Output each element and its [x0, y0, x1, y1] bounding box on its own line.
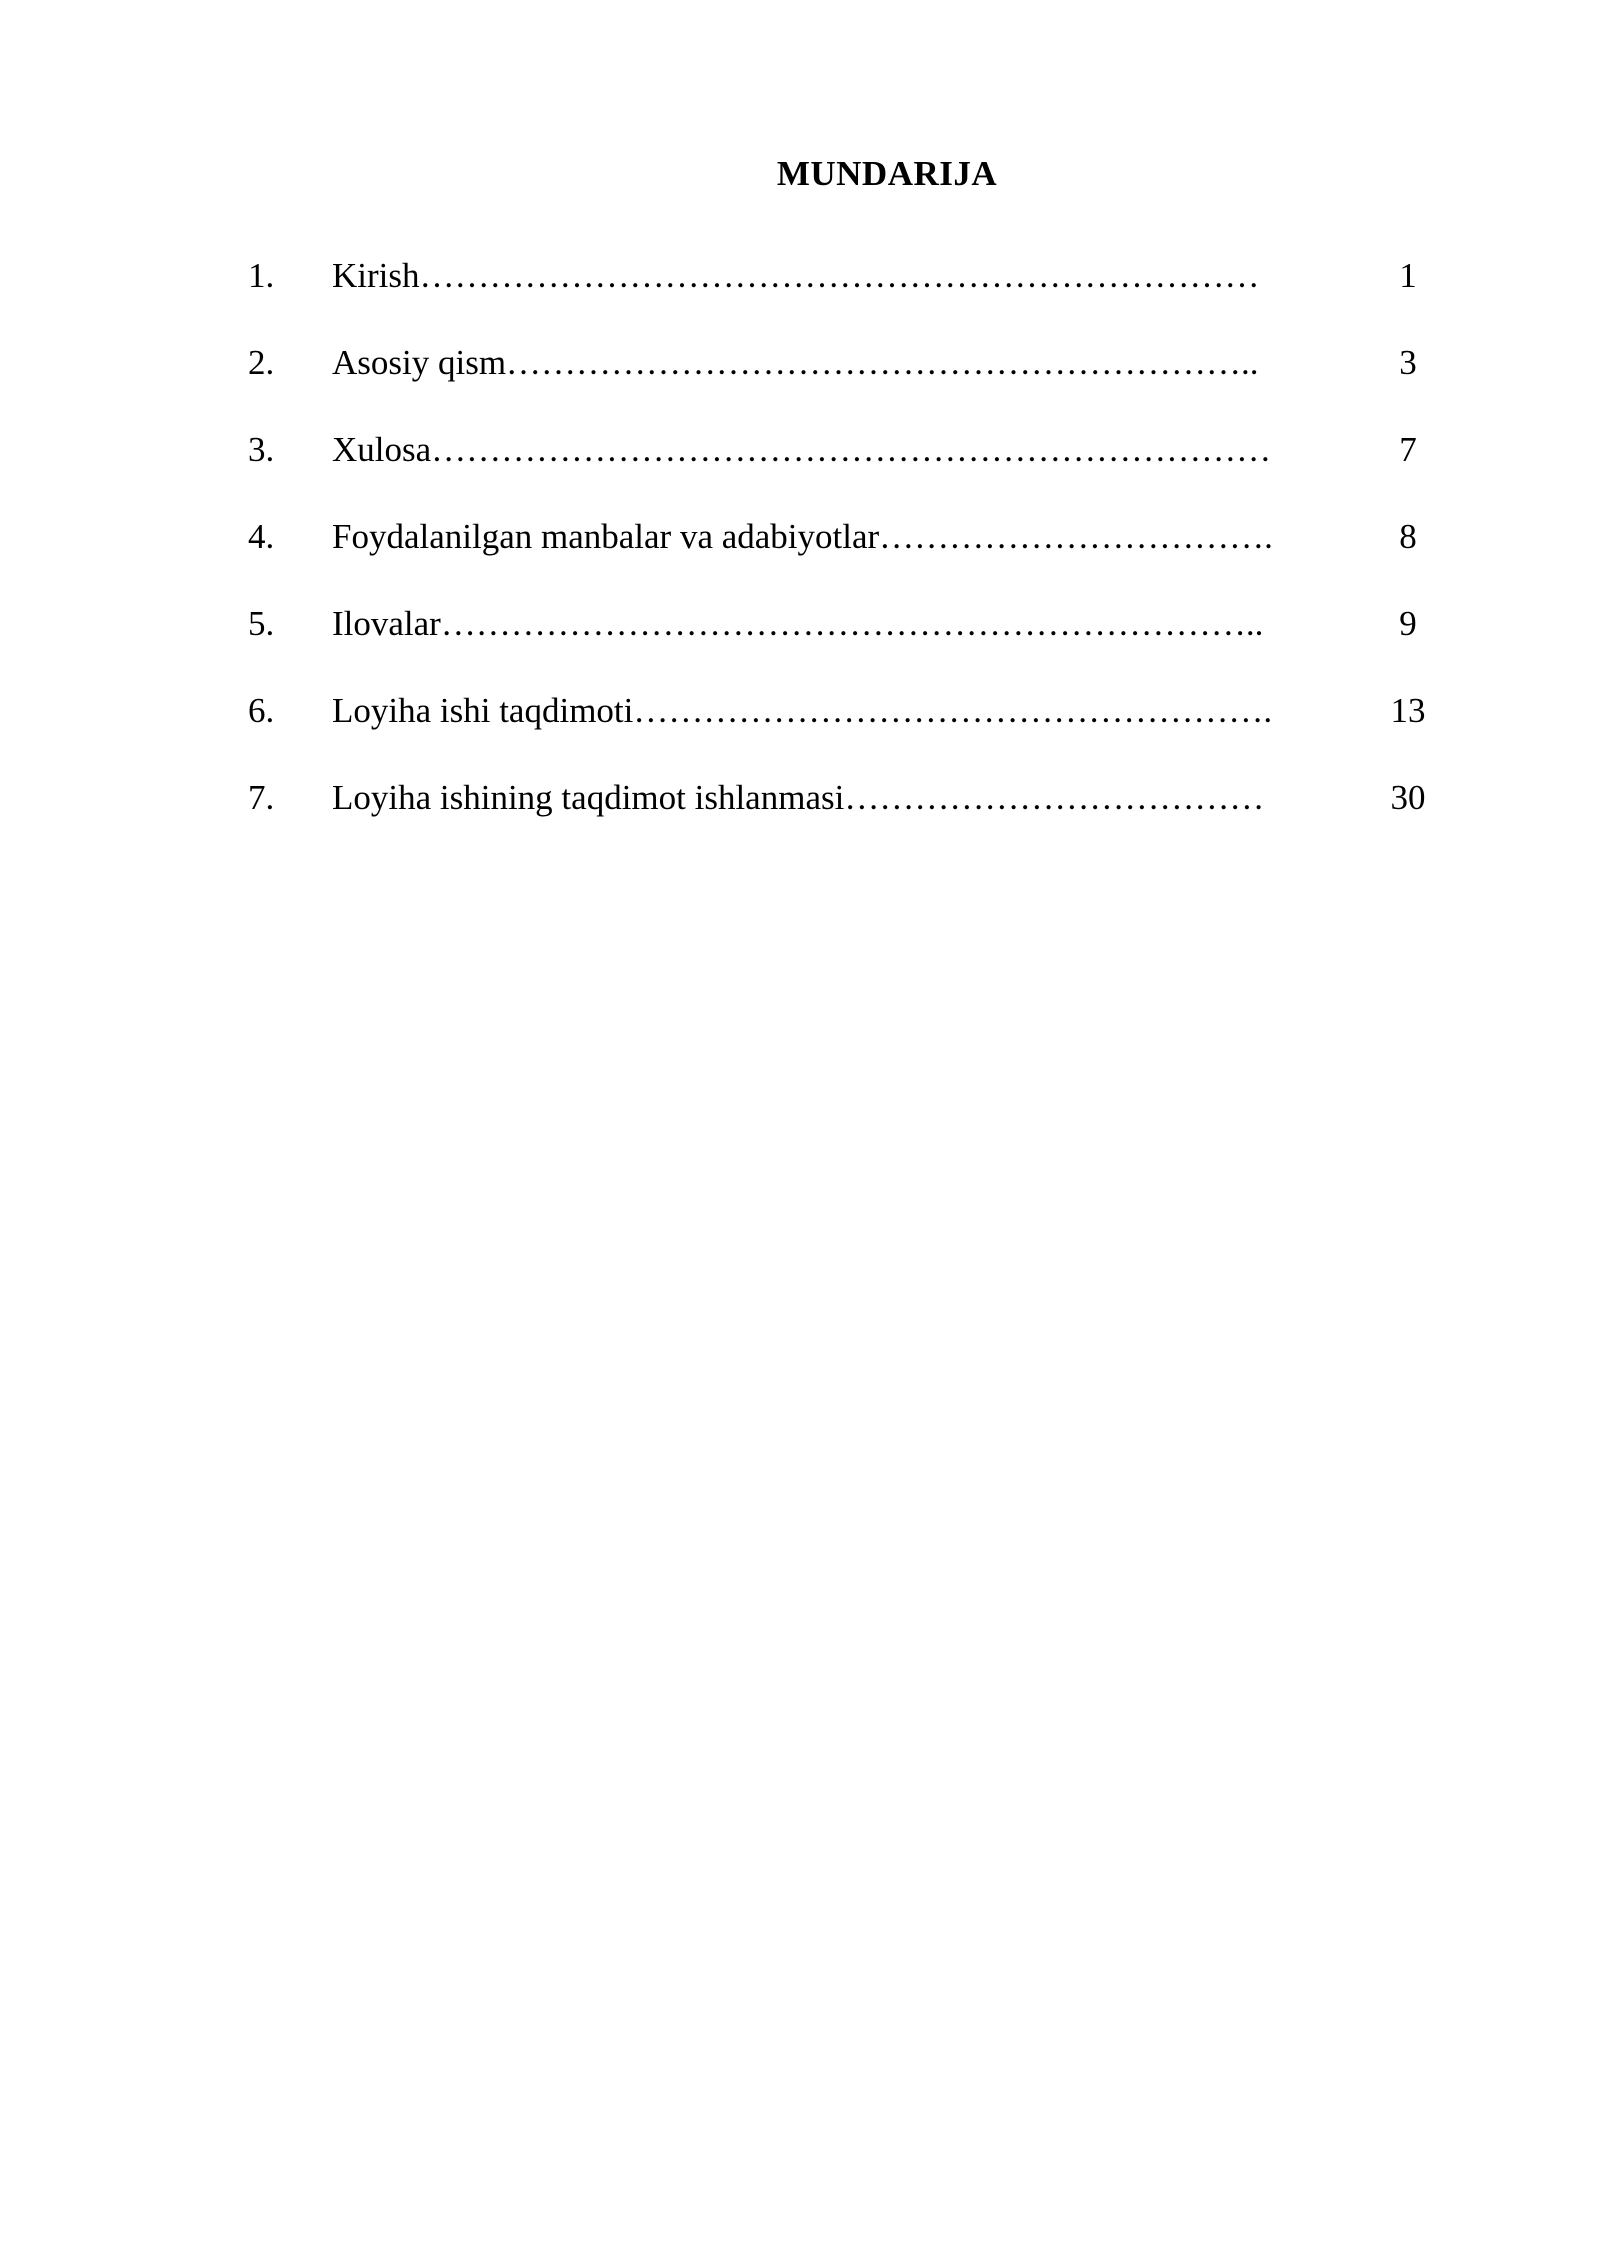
toc-entry-label: Asosiy qism………………………………………………………..	[332, 343, 1259, 382]
toc-entry	[248, 509, 1438, 596]
toc-entry-label: Kirish………………………………………………………………	[332, 256, 1260, 295]
toc-entry-page: 30	[1390, 778, 1426, 817]
toc-entry-number: 5.	[248, 604, 275, 643]
toc-entry	[248, 248, 1438, 335]
toc-entry-label: Loyiha ishining taqdimot ishlanmasi………………………………	[332, 778, 1265, 817]
page-title: MUNDARIJA	[776, 154, 998, 193]
toc-entry-page: 7	[1399, 430, 1417, 469]
toc-entry-number: 1.	[248, 256, 275, 295]
toc-entry-label: Foydalanilgan manbalar va adabiyotlar…………………………….	[332, 517, 1273, 556]
toc-entry	[248, 683, 1438, 770]
toc-entry-label: Xulosa………………………………………………………………	[332, 430, 1272, 469]
toc-entry-page: 13	[1390, 691, 1426, 730]
toc-entry	[248, 596, 1438, 683]
toc-entry-label: Ilovalar……………………………………………………………..	[332, 604, 1264, 643]
toc-entry	[248, 422, 1438, 509]
toc-entry-number: 6.	[248, 691, 275, 730]
toc-entry-page: 3	[1399, 343, 1417, 382]
toc-entry-page: 1	[1399, 256, 1417, 295]
toc-entry-page: 8	[1399, 517, 1417, 556]
toc-entry-label: Loyiha ishi taqdimoti……………………………………………….	[332, 691, 1273, 730]
toc-entry-number: 2.	[248, 343, 275, 382]
toc-entry	[248, 770, 1438, 857]
table-of-contents	[248, 248, 1438, 857]
toc-entry-number: 3.	[248, 430, 275, 469]
toc-entry	[248, 335, 1438, 422]
toc-entry-number: 4.	[248, 517, 275, 556]
toc-entry-number: 7.	[248, 778, 275, 817]
toc-entry-page: 9	[1399, 604, 1417, 643]
